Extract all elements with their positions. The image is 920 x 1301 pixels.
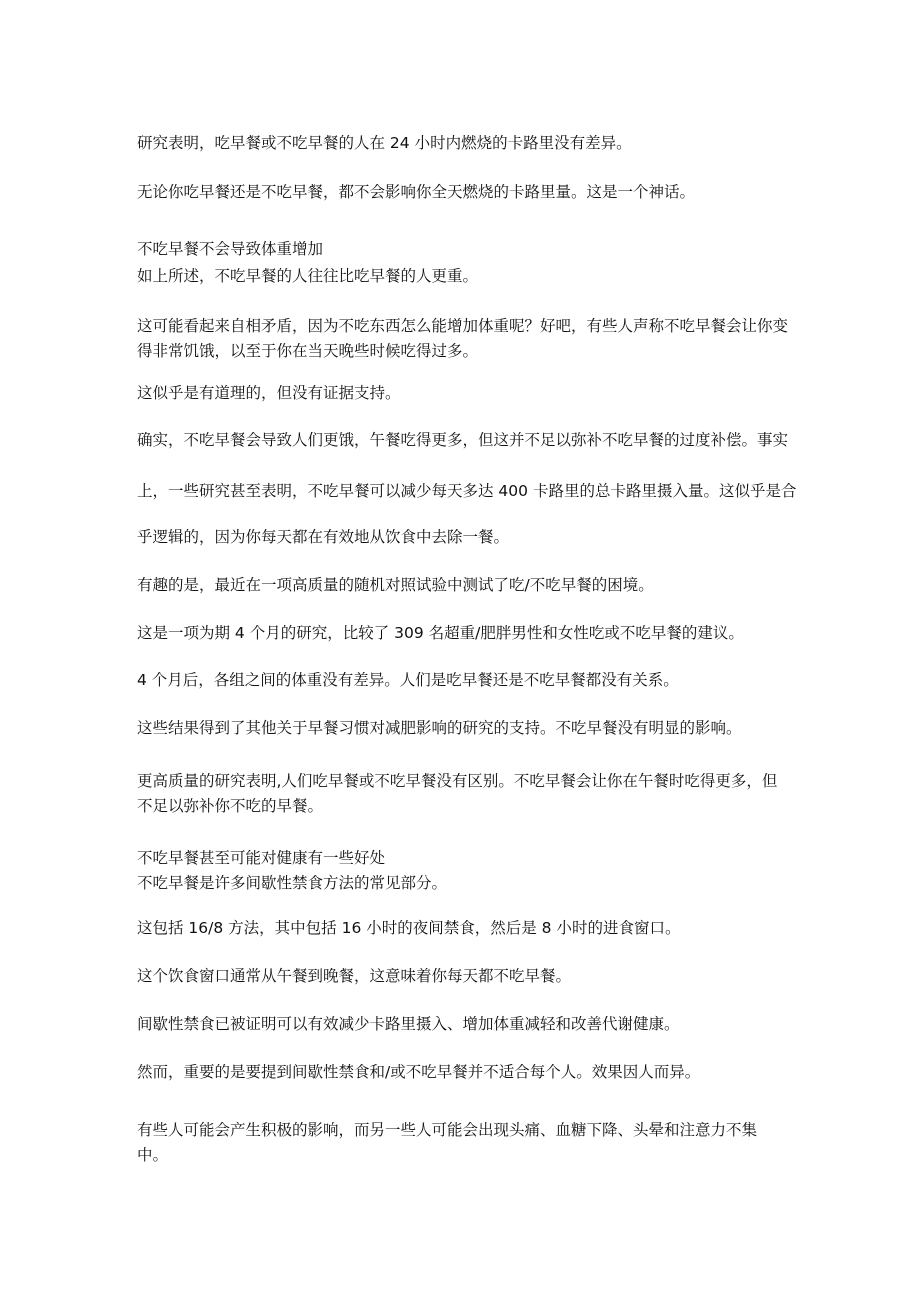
paragraph-line: 不足以弥补你不吃的早餐。: [137, 797, 324, 815]
paragraph-line: 中。: [137, 1146, 169, 1164]
paragraph-line: 更高质量的研究表明,人们吃早餐或不吃早餐没有区别。不吃早餐会让你在午餐时吃得更多，但: [137, 772, 778, 790]
paragraph-line: 这些结果得到了其他关于早餐习惯对减肥影响的研究的支持。不吃早餐没有明显的影响。: [137, 719, 742, 737]
paragraph-line: 有趣的是，最近在一项高质量的随机对照试验中测试了吃/不吃早餐的困境。: [137, 576, 654, 594]
paragraph-line: 上，一些研究甚至表明，不吃早餐可以减少每天多达 400 卡路里的总卡路里摄入量。这似乎是合: [137, 482, 797, 500]
paragraph-line: 乎逻辑的，因为你每天都在有效地从饮食中去除一餐。: [137, 528, 510, 546]
paragraph-line: 研究表明，吃早餐或不吃早餐的人在 24 小时内燃烧的卡路里没有差异。: [137, 134, 632, 152]
paragraph-line: 不吃早餐是许多间歇性禁食方法的常见部分。: [137, 874, 448, 892]
paragraph-line: 然而，重要的是要提到间歇性禁食和/或不吃早餐并不适合每个人。效果因人而异。: [137, 1063, 701, 1081]
section-heading: 不吃早餐甚至可能对健康有一些好处: [137, 849, 386, 867]
paragraph-line: 这是一项为期 4 个月的研究，比较了 309 名超重/肥胖男性和女性吃或不吃早餐的建议。: [137, 624, 744, 642]
section-heading: 不吃早餐不会导致体重增加: [137, 240, 324, 258]
paragraph-line: 这包括 16/8 方法，其中包括 16 小时的夜间禁食，然后是 8 小时的进食窗口。: [137, 919, 681, 937]
paragraph-line: 如上所述，不吃早餐的人往往比吃早餐的人更重。: [137, 267, 479, 285]
paragraph-line: 间歇性禁食已被证明可以有效减少卡路里摄入、增加体重减轻和改善代谢健康。: [137, 1015, 680, 1033]
paragraph-line: 确实，不吃早餐会导致人们更饿，午餐吃得更多，但这并不足以弥补不吃早餐的过度补偿。事实: [137, 431, 789, 449]
paragraph-line: 无论你吃早餐还是不吃早餐，都不会影响你全天燃烧的卡路里量。这是一个神话。: [137, 183, 696, 201]
paragraph-line: 有些人可能会产生积极的影响，而另一些人可能会出现头痛、血糖下降、头晕和注意力不集: [137, 1121, 758, 1139]
paragraph-line: 这可能看起来自相矛盾，因为不吃东西怎么能增加体重呢？好吧，有些人声称不吃早餐会让你变: [137, 317, 789, 335]
paragraph-line: 这似乎是有道理的，但没有证据支持。: [137, 384, 401, 402]
paragraph-line: 这个饮食窗口通常从午餐到晚餐，这意味着你每天都不吃早餐。: [137, 967, 572, 985]
paragraph-line: 4 个月后，各组之间的体重没有差异。人们是吃早餐还是不吃早餐都没有关系。: [137, 671, 679, 689]
paragraph-line: 得非常饥饿，以至于你在当天晚些时候吃得过多。: [137, 342, 479, 360]
